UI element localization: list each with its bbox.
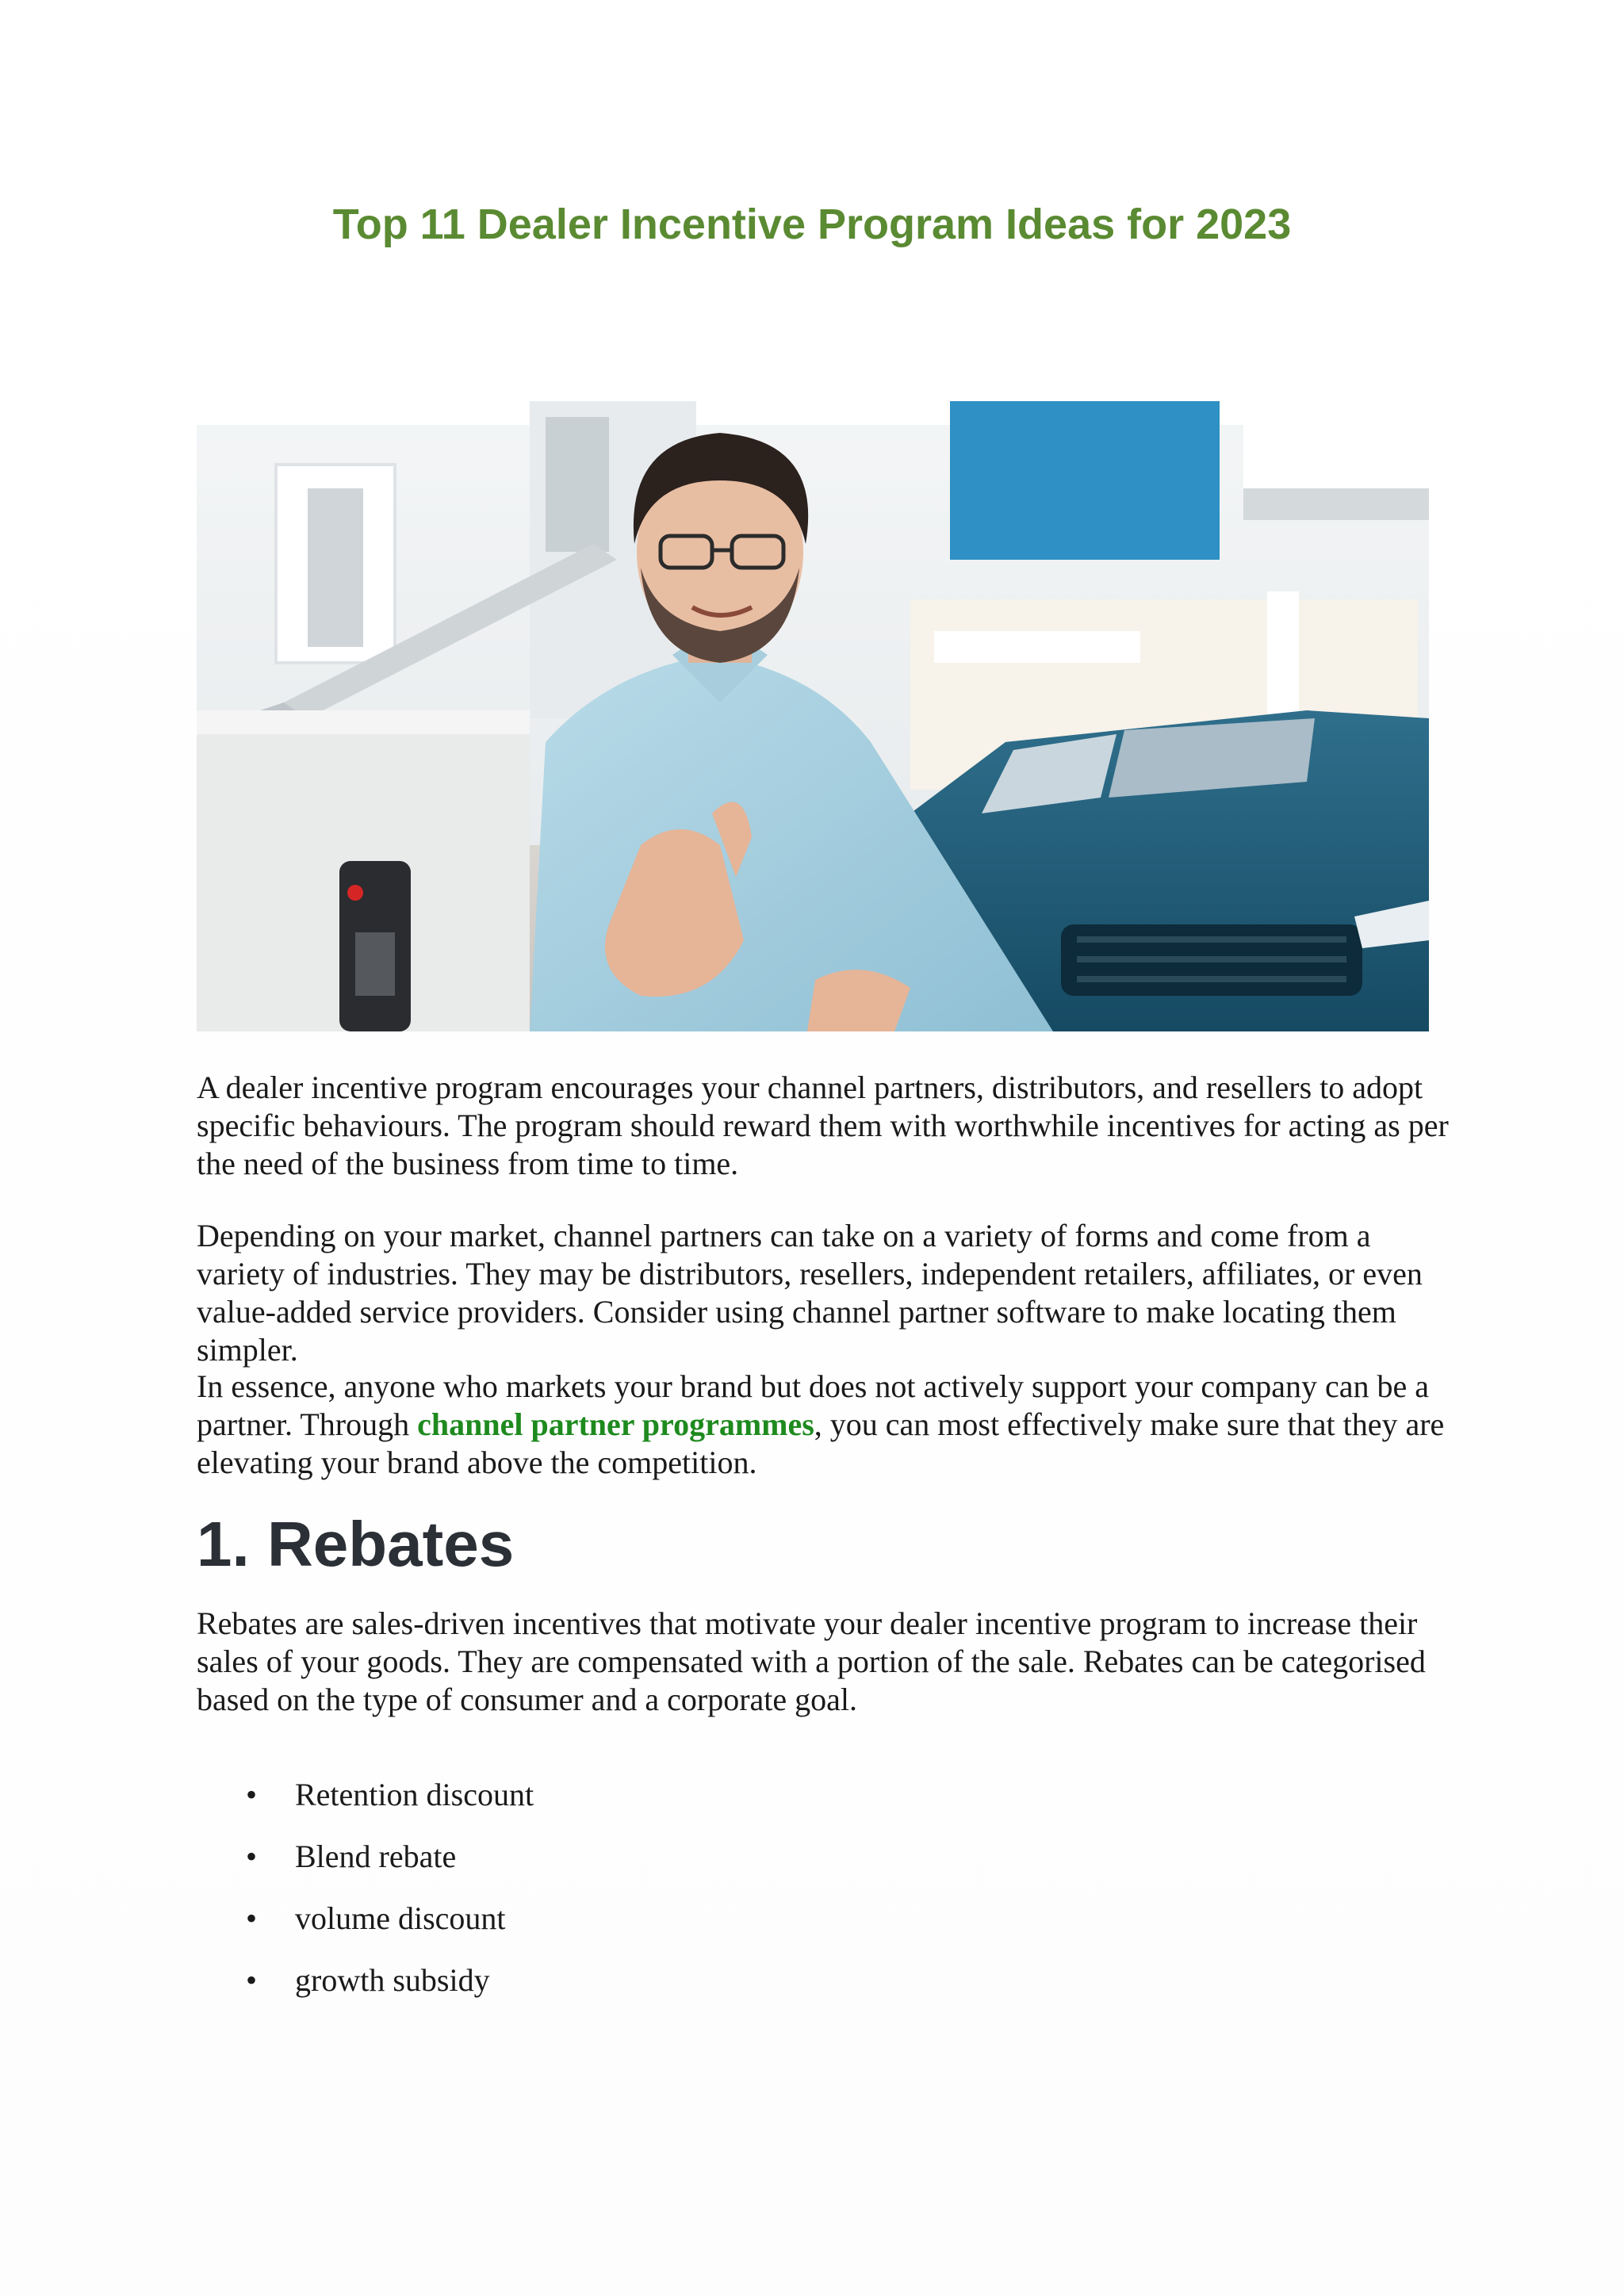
list-item-label: growth subsidy xyxy=(295,1962,490,1998)
bullet-icon: • xyxy=(246,1777,258,1812)
list-item-label: Retention discount xyxy=(295,1777,534,1812)
dealership-photo-icon xyxy=(197,369,1429,1031)
list-item xyxy=(197,1900,534,1961)
channel-partner-programmes-link[interactable]: channel partner programmes xyxy=(417,1406,814,1442)
essence-text-after: , you can most effectively make sure that they are elevating your brand above the competition. xyxy=(197,1406,1445,1480)
intro-paragraph: A dealer incentive program encourages your channel partners, distributors, and resellers to adopt specific behaviours. The program should reward them with worthwhile incentives for acting as per the need of the business from time to time. xyxy=(197,1070,1449,1181)
list-item-label: volume discount xyxy=(295,1900,506,1936)
rebates-paragraph: Rebates are sales-driven incentives that motivate your dealer incentive program to increase their sales of your goods. They are compensated with a portion of the sale. Rebates can be categorised based on the type of consumer and a corporate goal. xyxy=(197,1605,1426,1717)
bullet-icon: • xyxy=(246,1962,258,1998)
bullet-icon: • xyxy=(246,1839,258,1874)
section-heading-rebates: 1. Rebates xyxy=(197,1509,515,1579)
list-item xyxy=(197,1961,534,2023)
page-title: Top 11 Dealer Incentive Program Ideas for 2023 xyxy=(332,201,1292,248)
rebate-types-list xyxy=(197,1776,534,2023)
partners-paragraph: Depending on your market, channel partners can take on a variety of forms and come from a variety of industries. They may be distributors, resellers, independent retailers, affiliates, or even value-added service providers. Consider using channel partner software to make locating them simpler. xyxy=(197,1218,1423,1368)
list-item xyxy=(197,1838,534,1900)
bullet-icon: • xyxy=(246,1900,258,1936)
hero-image xyxy=(197,369,1429,1031)
list-item xyxy=(197,1776,534,1838)
essence-paragraph xyxy=(197,1368,1450,1482)
list-item-label: Blend rebate xyxy=(295,1839,457,1874)
essence-text-before: In essence, anyone who markets your brand but does not actively support your company can be a partner. Through xyxy=(197,1368,1429,1442)
